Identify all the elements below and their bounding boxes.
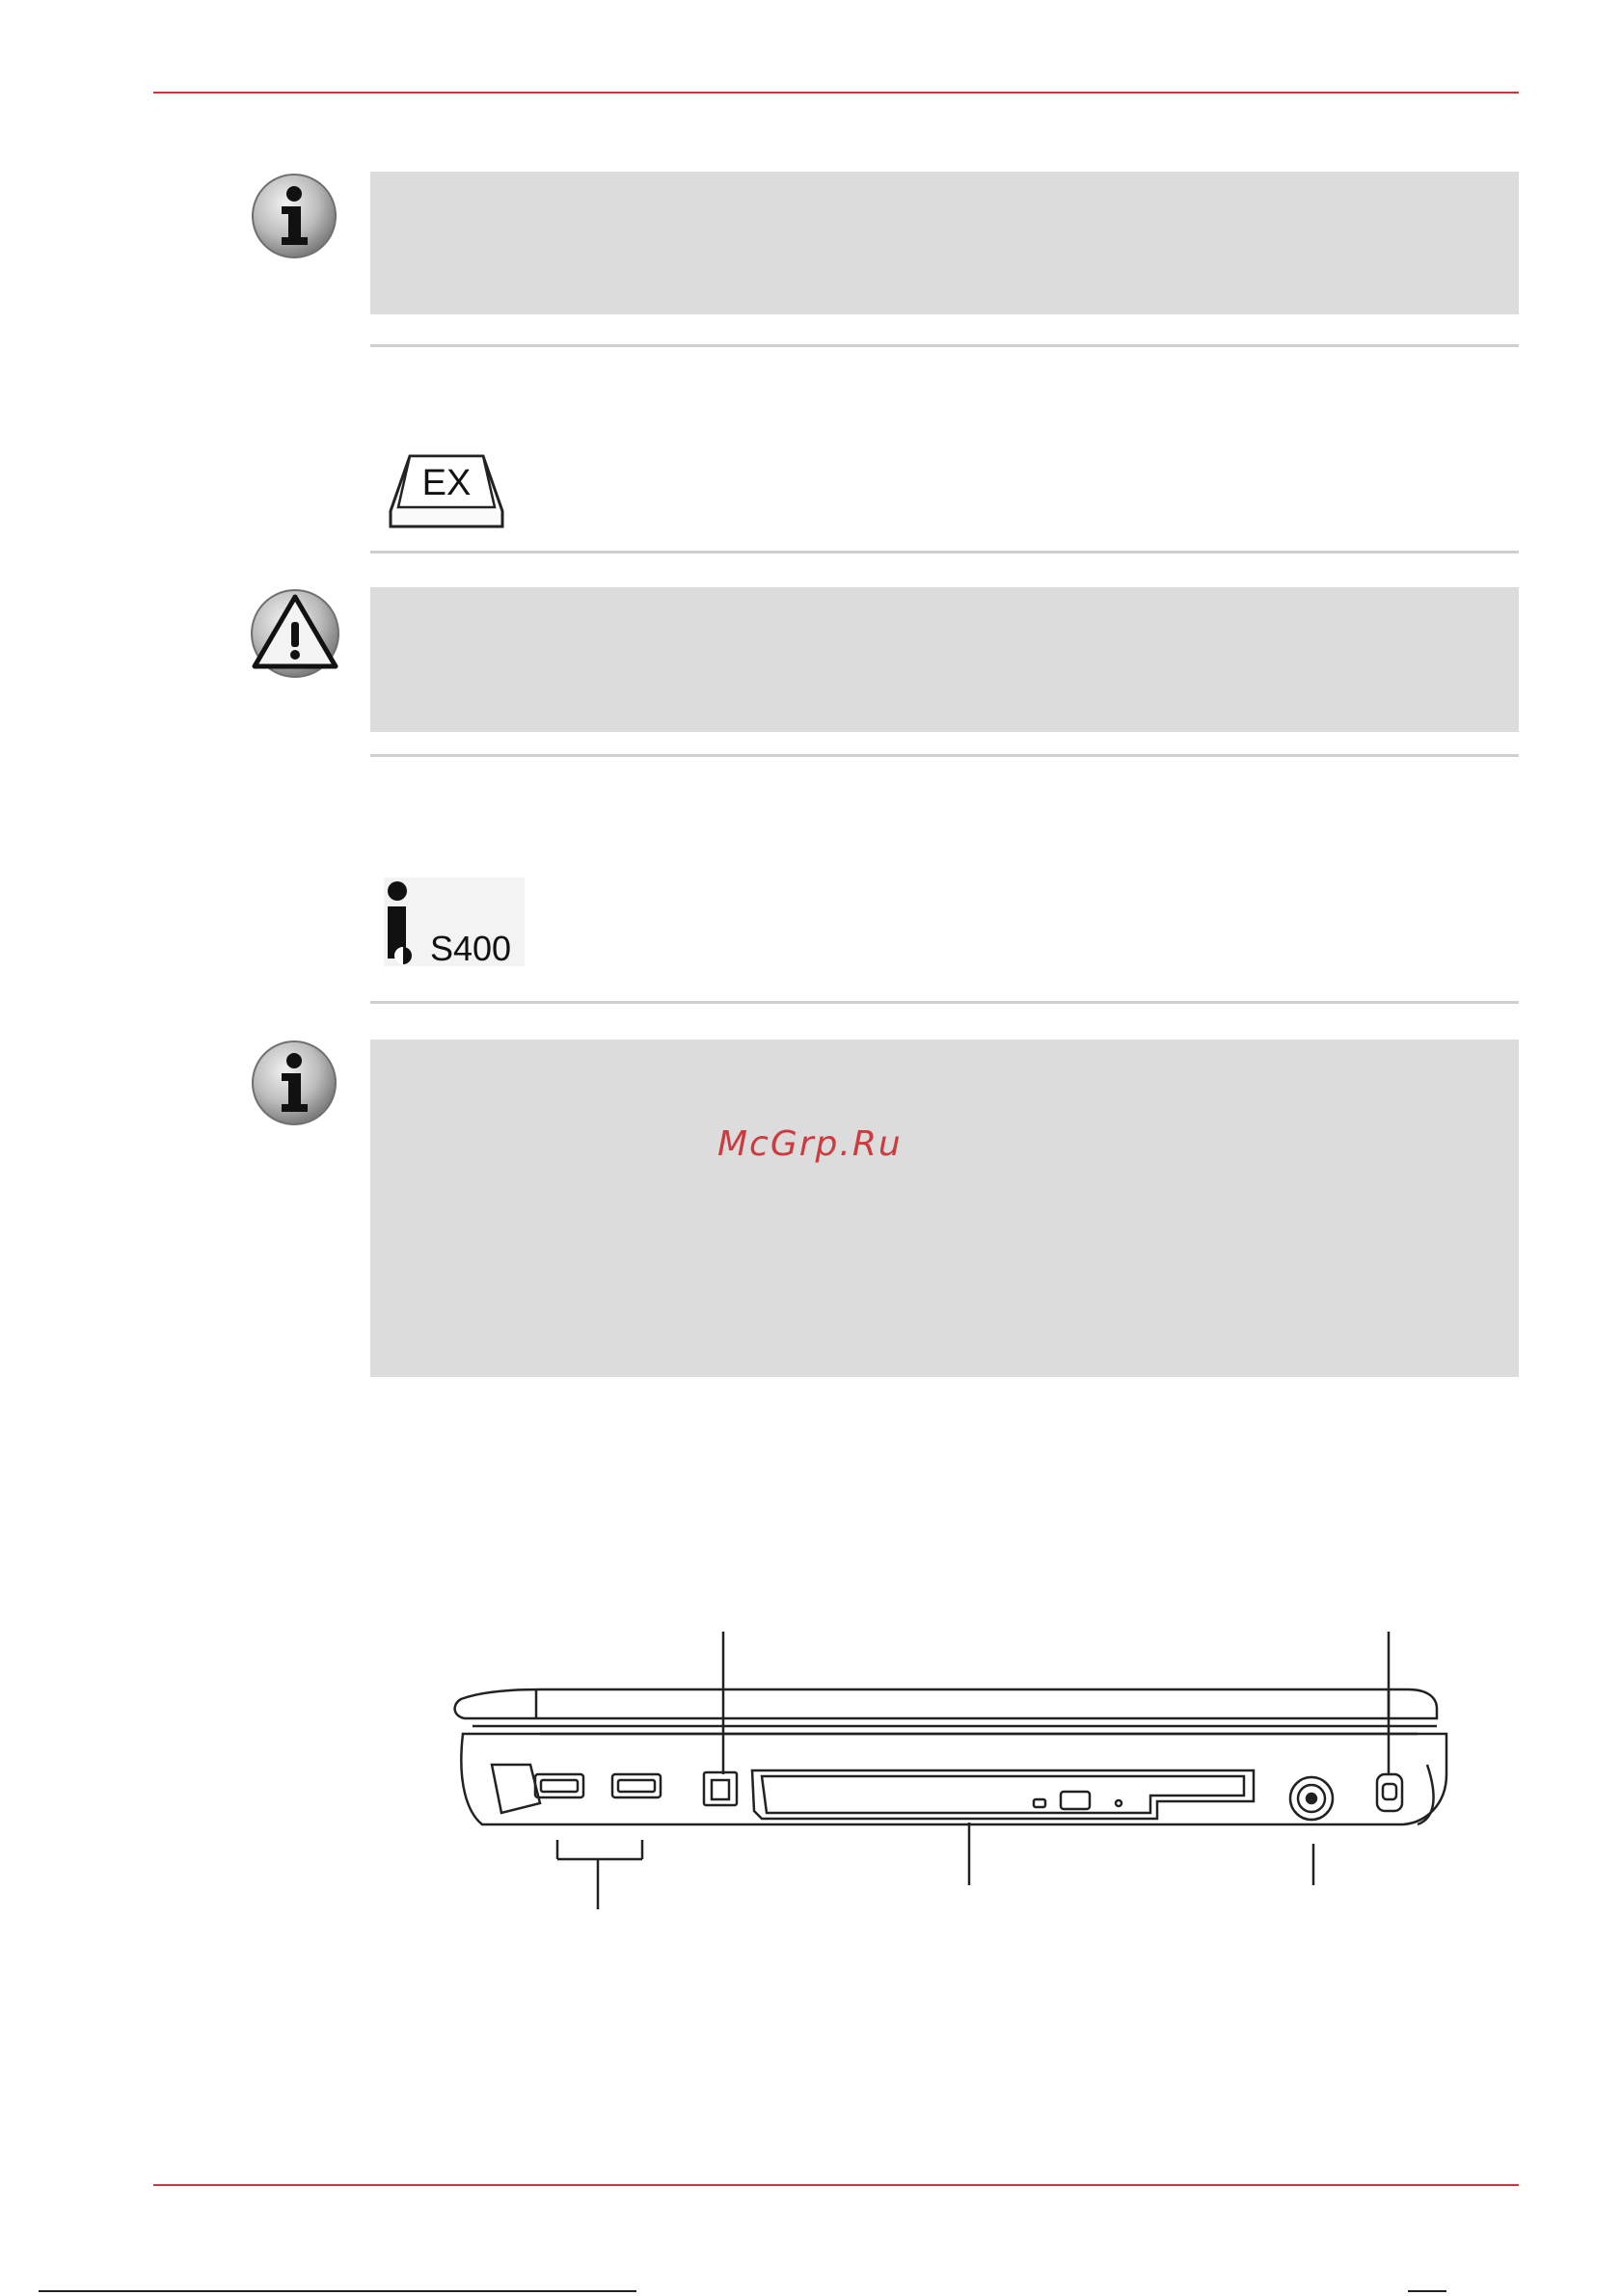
ex-key-icon [389, 453, 504, 530]
usb-port-1 [535, 1774, 583, 1797]
divider-1 [370, 344, 1519, 347]
note-box-1 [370, 172, 1519, 314]
back-side-view [444, 1630, 1475, 1919]
ex-key-label: EX [421, 463, 472, 503]
divider-4 [370, 1001, 1519, 1004]
caution-icon [249, 587, 341, 680]
footer-rule [153, 2184, 1519, 2186]
divider-3 [370, 754, 1519, 757]
watermark: McGrp.Ru [717, 1124, 903, 1164]
footer-line-left [39, 2290, 636, 2292]
caution-box [370, 587, 1519, 732]
header-rule [153, 92, 1519, 94]
s400-model-icon [384, 878, 525, 966]
footer-line-right [1408, 2290, 1446, 2292]
note-box-2 [370, 1040, 1519, 1377]
divider-2 [370, 551, 1519, 554]
model-badge-label: S400 [430, 929, 512, 966]
info-icon [250, 172, 338, 260]
usb-port-2 [612, 1774, 661, 1797]
info-icon-2 [250, 1039, 338, 1127]
security-lock-slot [1377, 1774, 1402, 1811]
